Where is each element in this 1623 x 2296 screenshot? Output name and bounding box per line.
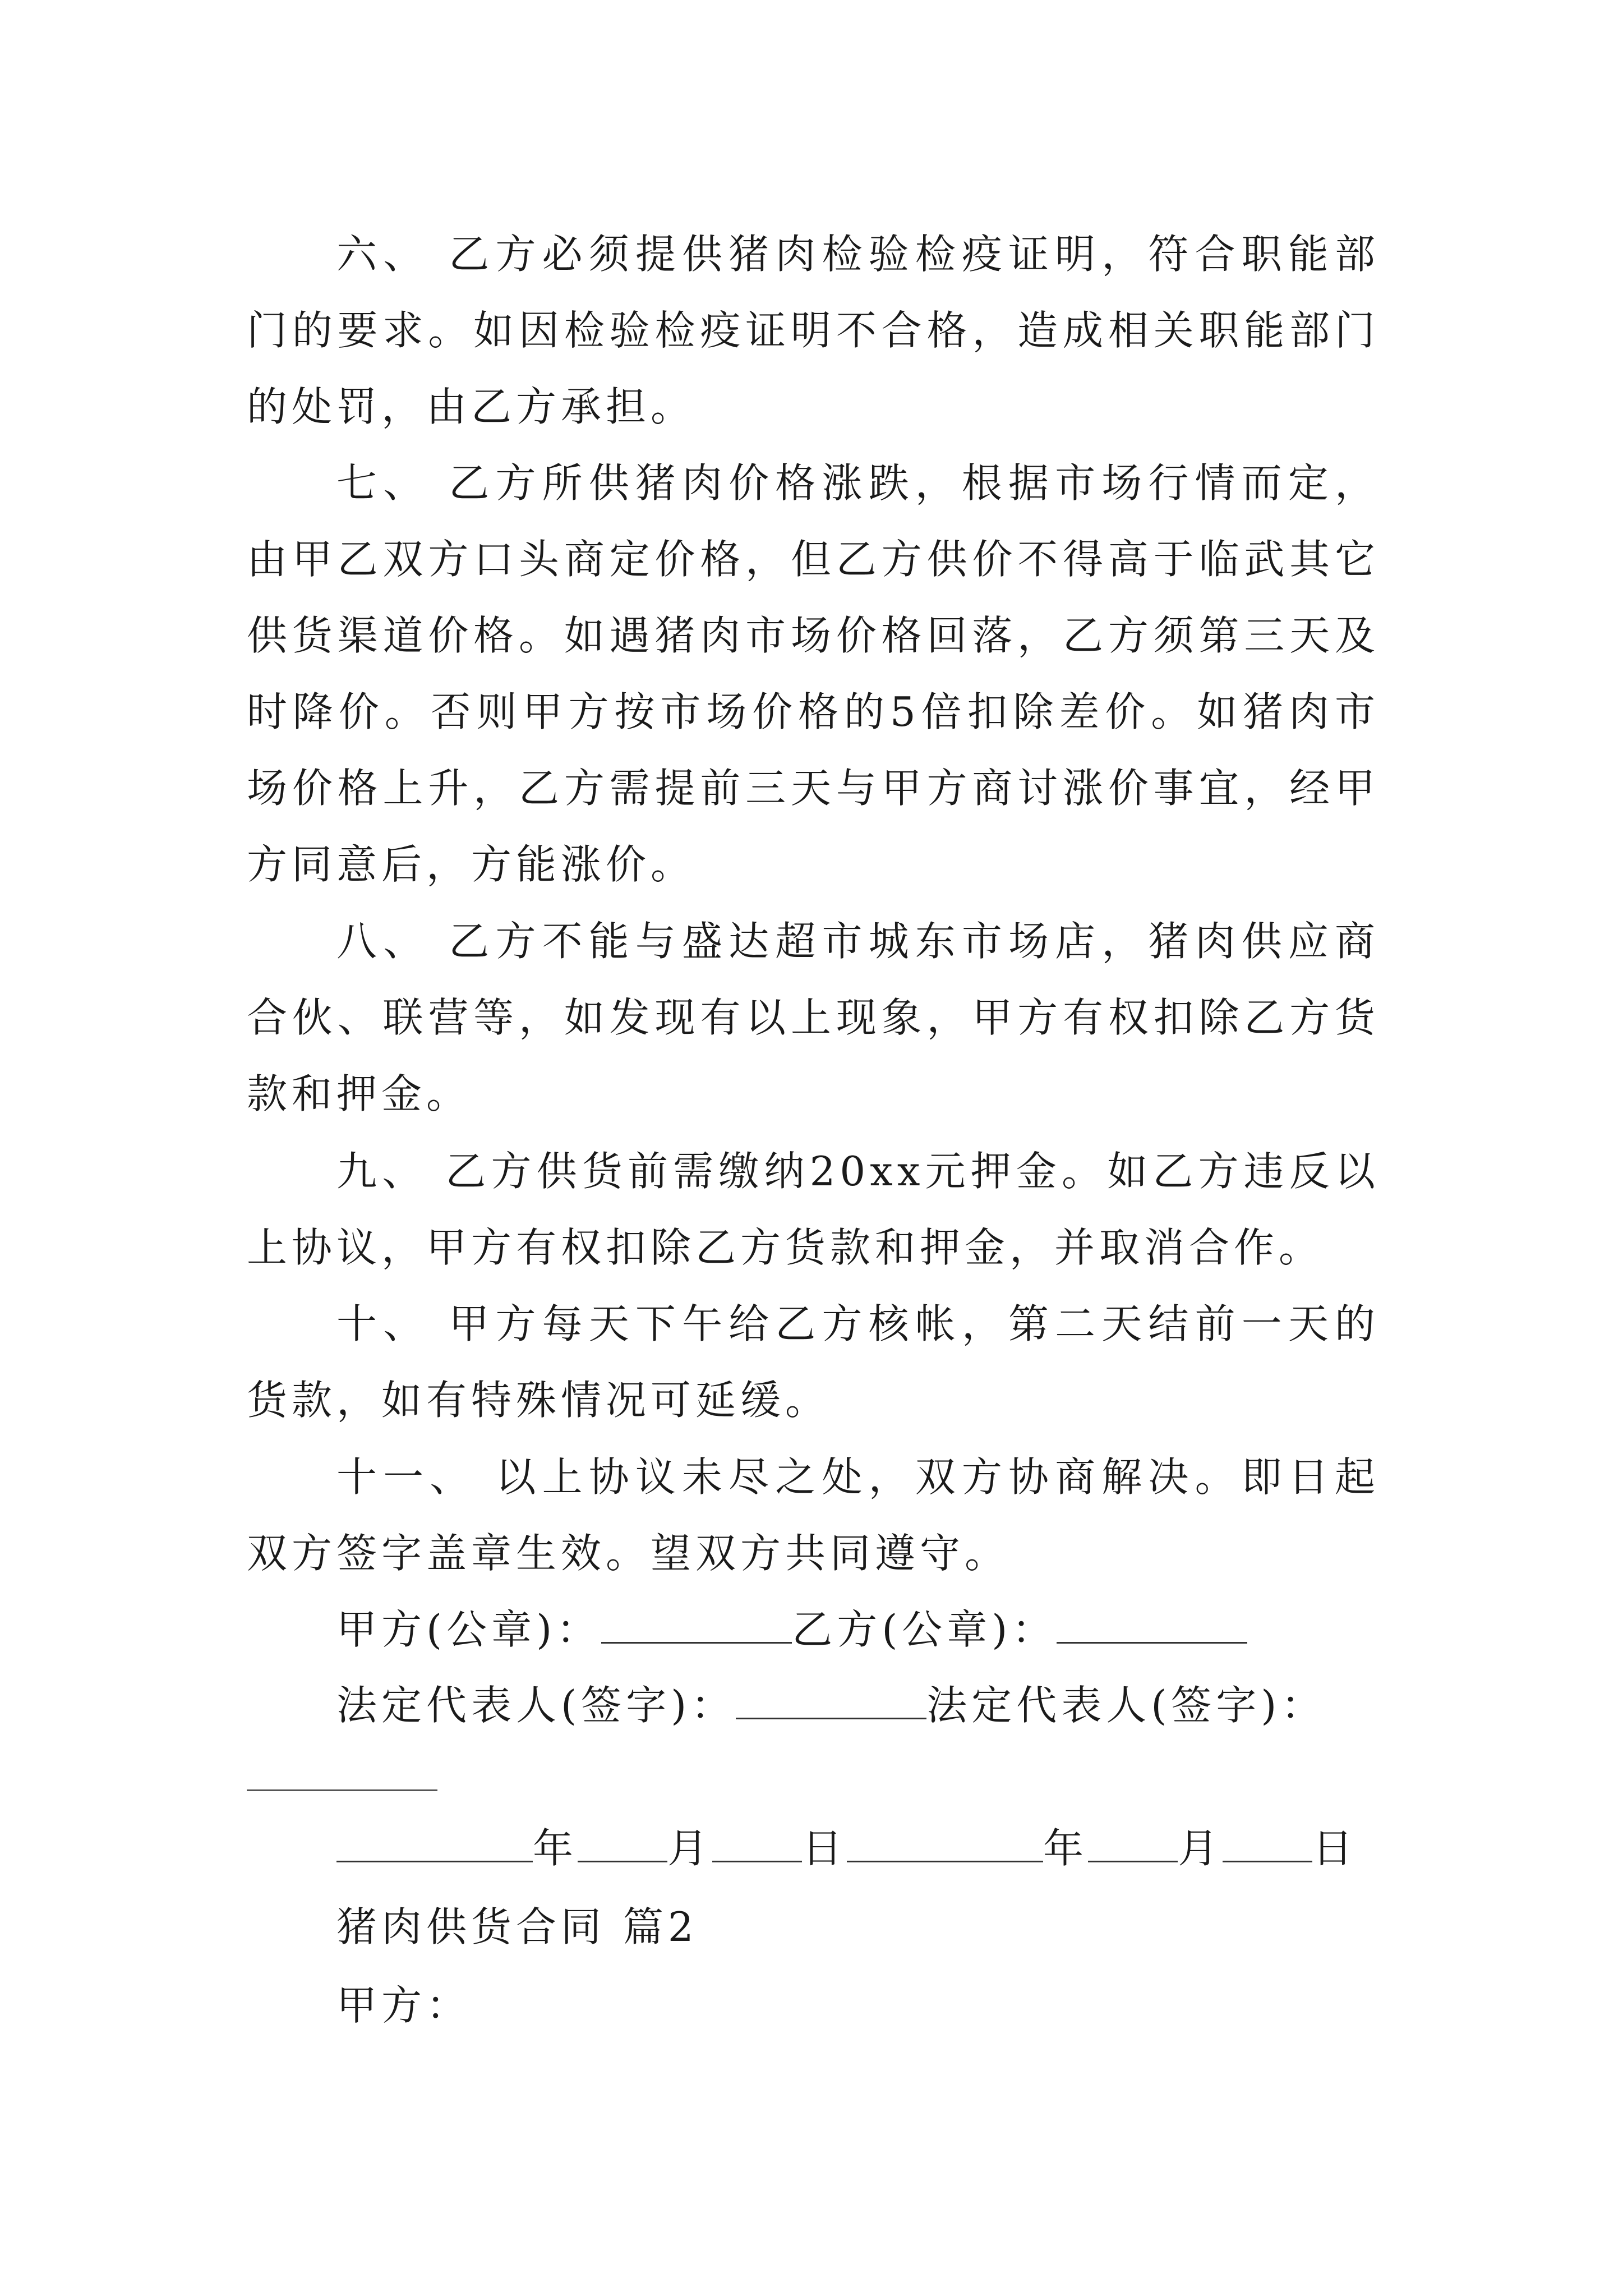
- clause-6: 六、 乙方必须提供猪肉检验检疫证明，符合职能部门的要求。如因检验检疫证明不合格，造成相关职能部门的处罚，由乙方承担。: [247, 231, 1380, 430]
- day-b-blank: [1223, 1821, 1312, 1862]
- month-b-blank: [1088, 1821, 1178, 1862]
- representative-line: [336, 1677, 1326, 1733]
- clause-7: 七、 乙方所供猪肉价格涨跌，根据市场行情而定，由甲乙双方口头商定价格，但乙方供价不得高于临武其它供货渠道价格。如遇猪肉市场价格回落，乙方须第三天及时降价。否则甲方按市场价格的5倍扣除差价。如猪肉市场价格上升，乙方需提前三天与甲方商讨涨价事宜，经甲方同意后，方能涨价。: [247, 459, 1380, 888]
- rep-a-blank: [736, 1678, 926, 1719]
- party-b-seal-blank: [1057, 1603, 1247, 1644]
- rep-b-blank: [247, 1789, 437, 1791]
- month-a-label: 月: [667, 1825, 713, 1872]
- year-b-blank: [847, 1821, 1043, 1862]
- day-b-label: 日: [1312, 1825, 1358, 1872]
- party-a-seal-label: 甲方(公章)：: [336, 1606, 602, 1653]
- clause-10: 十、 甲方每天下午给乙方核帐，第二天结前一天的货款，如有特殊情况可延缓。: [247, 1300, 1380, 1424]
- year-b-label: 年: [1043, 1825, 1089, 1872]
- year-a-blank: [336, 1821, 533, 1862]
- clause-8: 八、 乙方不能与盛达超市城东市场店，猪肉供应商合伙、联营等，如发现有以上现象，甲方有权扣除乙方货款和押金。: [247, 918, 1380, 1117]
- year-a-label: 年: [533, 1825, 578, 1872]
- party-a-label: 甲方：: [336, 1982, 472, 2029]
- month-a-blank: [578, 1821, 667, 1862]
- day-a-label: 日: [802, 1825, 847, 1872]
- section-title: 猪肉供货合同 篇2: [336, 1903, 698, 1950]
- month-b-label: 月: [1178, 1825, 1223, 1872]
- day-a-blank: [712, 1821, 802, 1862]
- rep-a-label: 法定代表人(签字)：: [336, 1682, 736, 1729]
- party-a-seal-blank: [601, 1603, 792, 1644]
- clause-11: 十一、 以上协议未尽之处，双方协商解决。即日起双方签字盖章生效。望双方共同遵守。: [247, 1453, 1380, 1577]
- clause-9: 九、 乙方供货前需缴纳20xx元押金。如乙方违反以上协议，甲方有权扣除乙方货款和押金，并取消合作。: [247, 1148, 1380, 1271]
- rep-b-label: 法定代表人(签字)：: [926, 1682, 1326, 1729]
- seal-line: [336, 1602, 1247, 1658]
- date-line: [336, 1820, 1357, 1876]
- party-b-seal-label: 乙方(公章)：: [792, 1606, 1057, 1653]
